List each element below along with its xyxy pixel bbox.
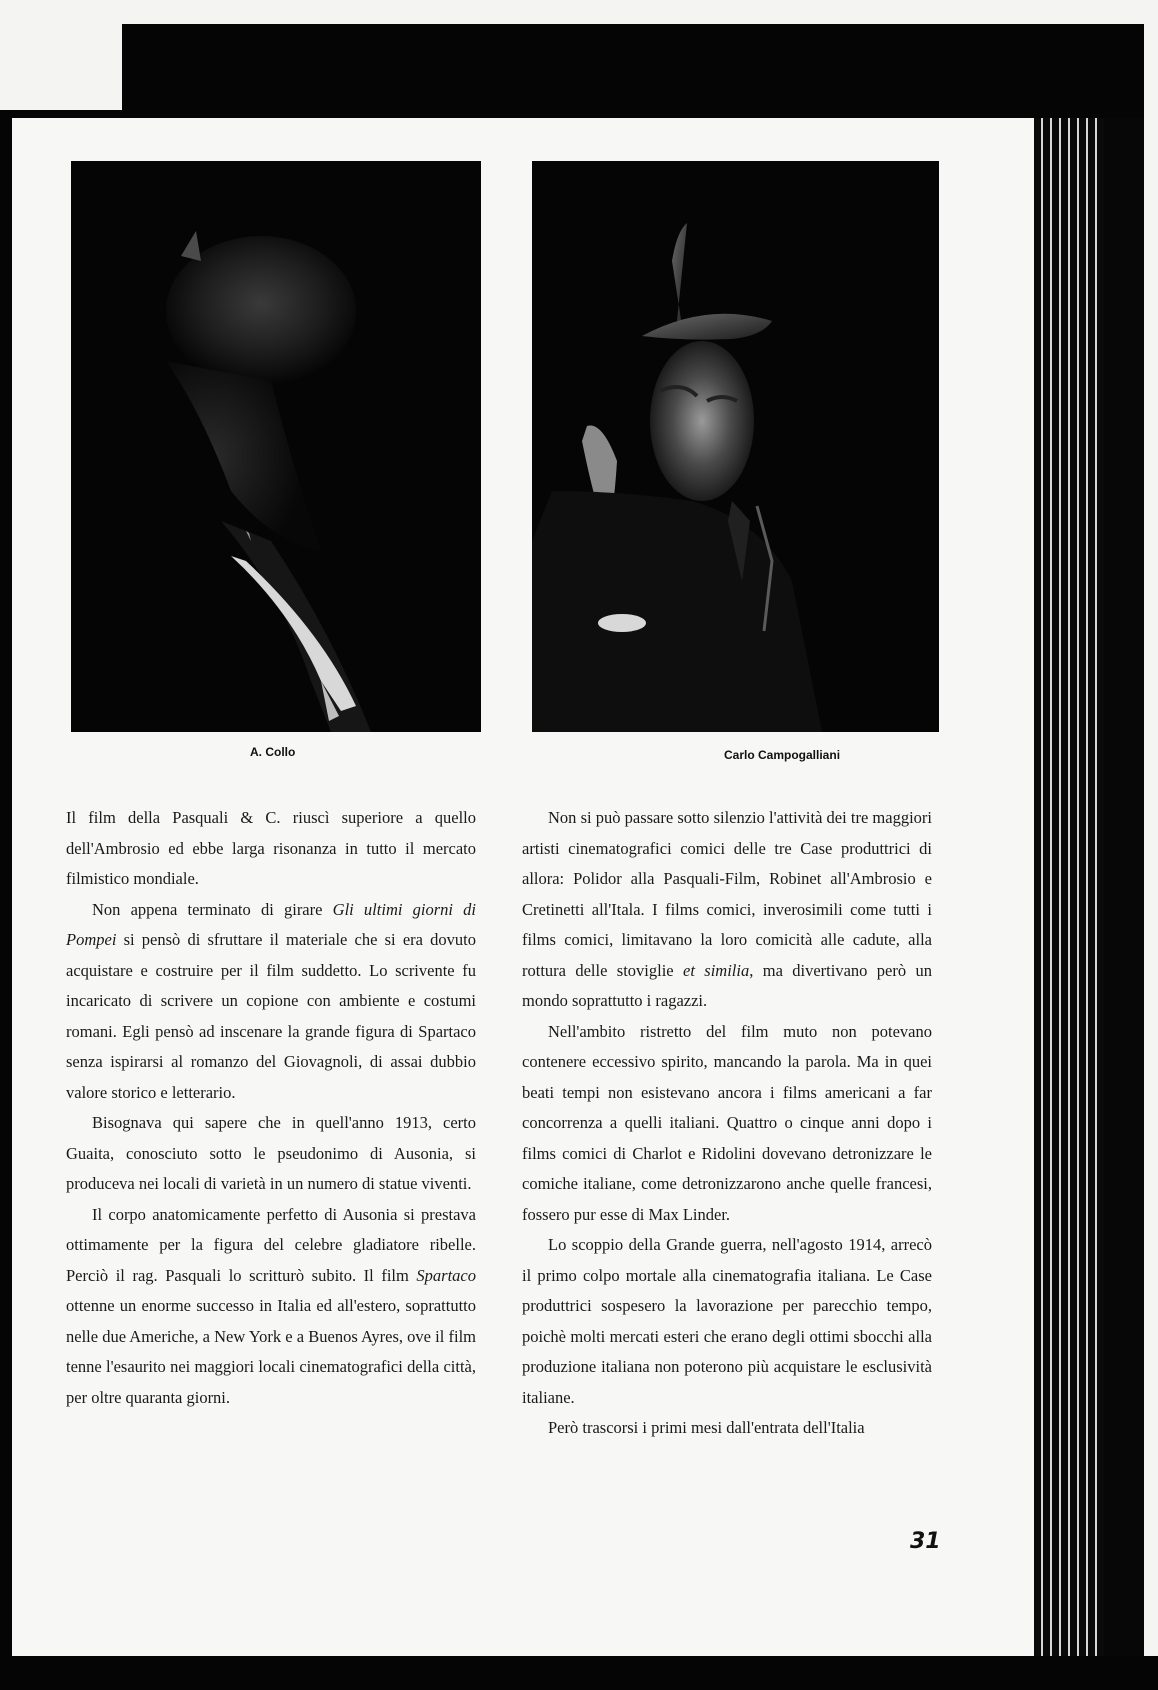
paragraph-text: si pensò di sfruttare il materiale che si era dovuto acquistare e costruire per il film suddetto. Lo scrivente fu incaricato di scrivere un copione con ambiente e costumi romani. Egli pensò ad inscenare la grande figura di Spartaco senza ispirarsi al romanzo del Giovagnoli, di assai dubbio valore storico e letterario. <box>66 930 476 1102</box>
paragraph-text: Lo scoppio della Grande guerra, nell'agosto 1914, arrecò il primo colpo mortale alla cinematografia italiana. Le Case produttrici sospesero la lavorazione per parecchio tempo, poichè molti mercati esteri che erano degli ottimi sbocchi alla produzione italiana non poterono più acquistare le esclusività italiane. <box>522 1235 932 1407</box>
paragraph <box>522 1413 932 1444</box>
paragraph <box>66 803 476 895</box>
latin-phrase: et similia <box>683 960 750 980</box>
paragraph-text: Però trascorsi i primi mesi dall'entrata dell'Italia <box>548 1418 865 1437</box>
paragraph-text: Nell'ambito ristretto del film muto non potevano contenere eccessivo spirito, mancando la parola. Ma in quei beati tempi non esistevano ancora i films americani a far concorrenza a quelli italiani. Quattro o cinque anni dopo i films comici di Charlot e Ridolini dovevano detronizzare le comiche italiane, come detronizzarono anche quelle francesi, fossero pur esse di Max Linder. <box>522 1021 932 1224</box>
paragraph <box>66 895 476 1109</box>
portrait-collo-image <box>71 161 481 732</box>
scan-margin-right <box>1144 24 1158 1656</box>
paragraph <box>66 1200 476 1414</box>
paragraph <box>522 1230 932 1413</box>
paragraph <box>522 803 932 1017</box>
film-title: Gli ultimi giorni di Pompei <box>66 899 477 949</box>
paragraph-text: Il film della Pasquali & C. riuscì superiore a quello dell'Ambrosio ed ebbe larga risonanza in tutto il mercato filmistico mondiale. <box>66 808 476 888</box>
photo-caption-right: Carlo Campogalliani <box>724 748 841 762</box>
film-title: Spartaco <box>416 1265 476 1285</box>
paragraph-text: Non si può passare sotto silenzio l'attività dei tre maggiori artisti cinematografici comici delle tre Case produttrici di allora: Polidor alla Pasquali-Film, Robinet all'Ambrosio e Cretinetti all'Itala. I films comici, inverosimili come tutti i films comici, limitavano la loro comicità alle cadute, alla rottura delle stoviglie <box>522 808 932 980</box>
page-number: 31 <box>910 1529 941 1554</box>
text-column-left <box>66 803 476 1413</box>
photo-caption-left: A. Collo <box>250 745 296 759</box>
scan-dark-background <box>122 24 1144 114</box>
paragraph <box>522 1017 932 1231</box>
scan-dark-left-edge <box>0 114 12 1690</box>
paragraph-text: , ma divertivano però un mondo soprattutto i ragazzi. <box>522 960 932 1010</box>
text-column-right <box>522 803 932 1444</box>
scan-dark-bottom <box>0 1656 1158 1690</box>
paragraph-text: Il corpo anatomicamente perfetto di Ausonia si prestava ottimamente per la figura del celebre gladiatore ribelle. Perciò il rag. Pasquali lo scritturò subito. Il film <box>66 1204 476 1285</box>
paragraph-text: Bisognava qui sapere che in quell'anno 1913, certo Guaita, conosciuto sotto le pseudonimo di Ausonia, si produceva nei locali di varietà in un numero di statue viventi. <box>66 1113 476 1193</box>
portrait-campogalliani-image <box>532 161 939 732</box>
scan-margin-top <box>0 0 1158 24</box>
paragraph-text: ottenne un enorme successo in Italia ed all'estero, soprattutto nelle due Americhe, a New York e a Buenos Ayres, ove il film tenne l'esaurito nei maggiori locali cinematografici della città, per oltre quaranta giorni. <box>66 1296 476 1407</box>
portrait-photo-campogalliani <box>532 161 939 732</box>
paragraph-text: Non appena terminato di girare <box>92 899 333 919</box>
portrait-photo-collo <box>71 161 481 732</box>
paragraph <box>66 1108 476 1200</box>
book-page-edges <box>1034 118 1144 1656</box>
